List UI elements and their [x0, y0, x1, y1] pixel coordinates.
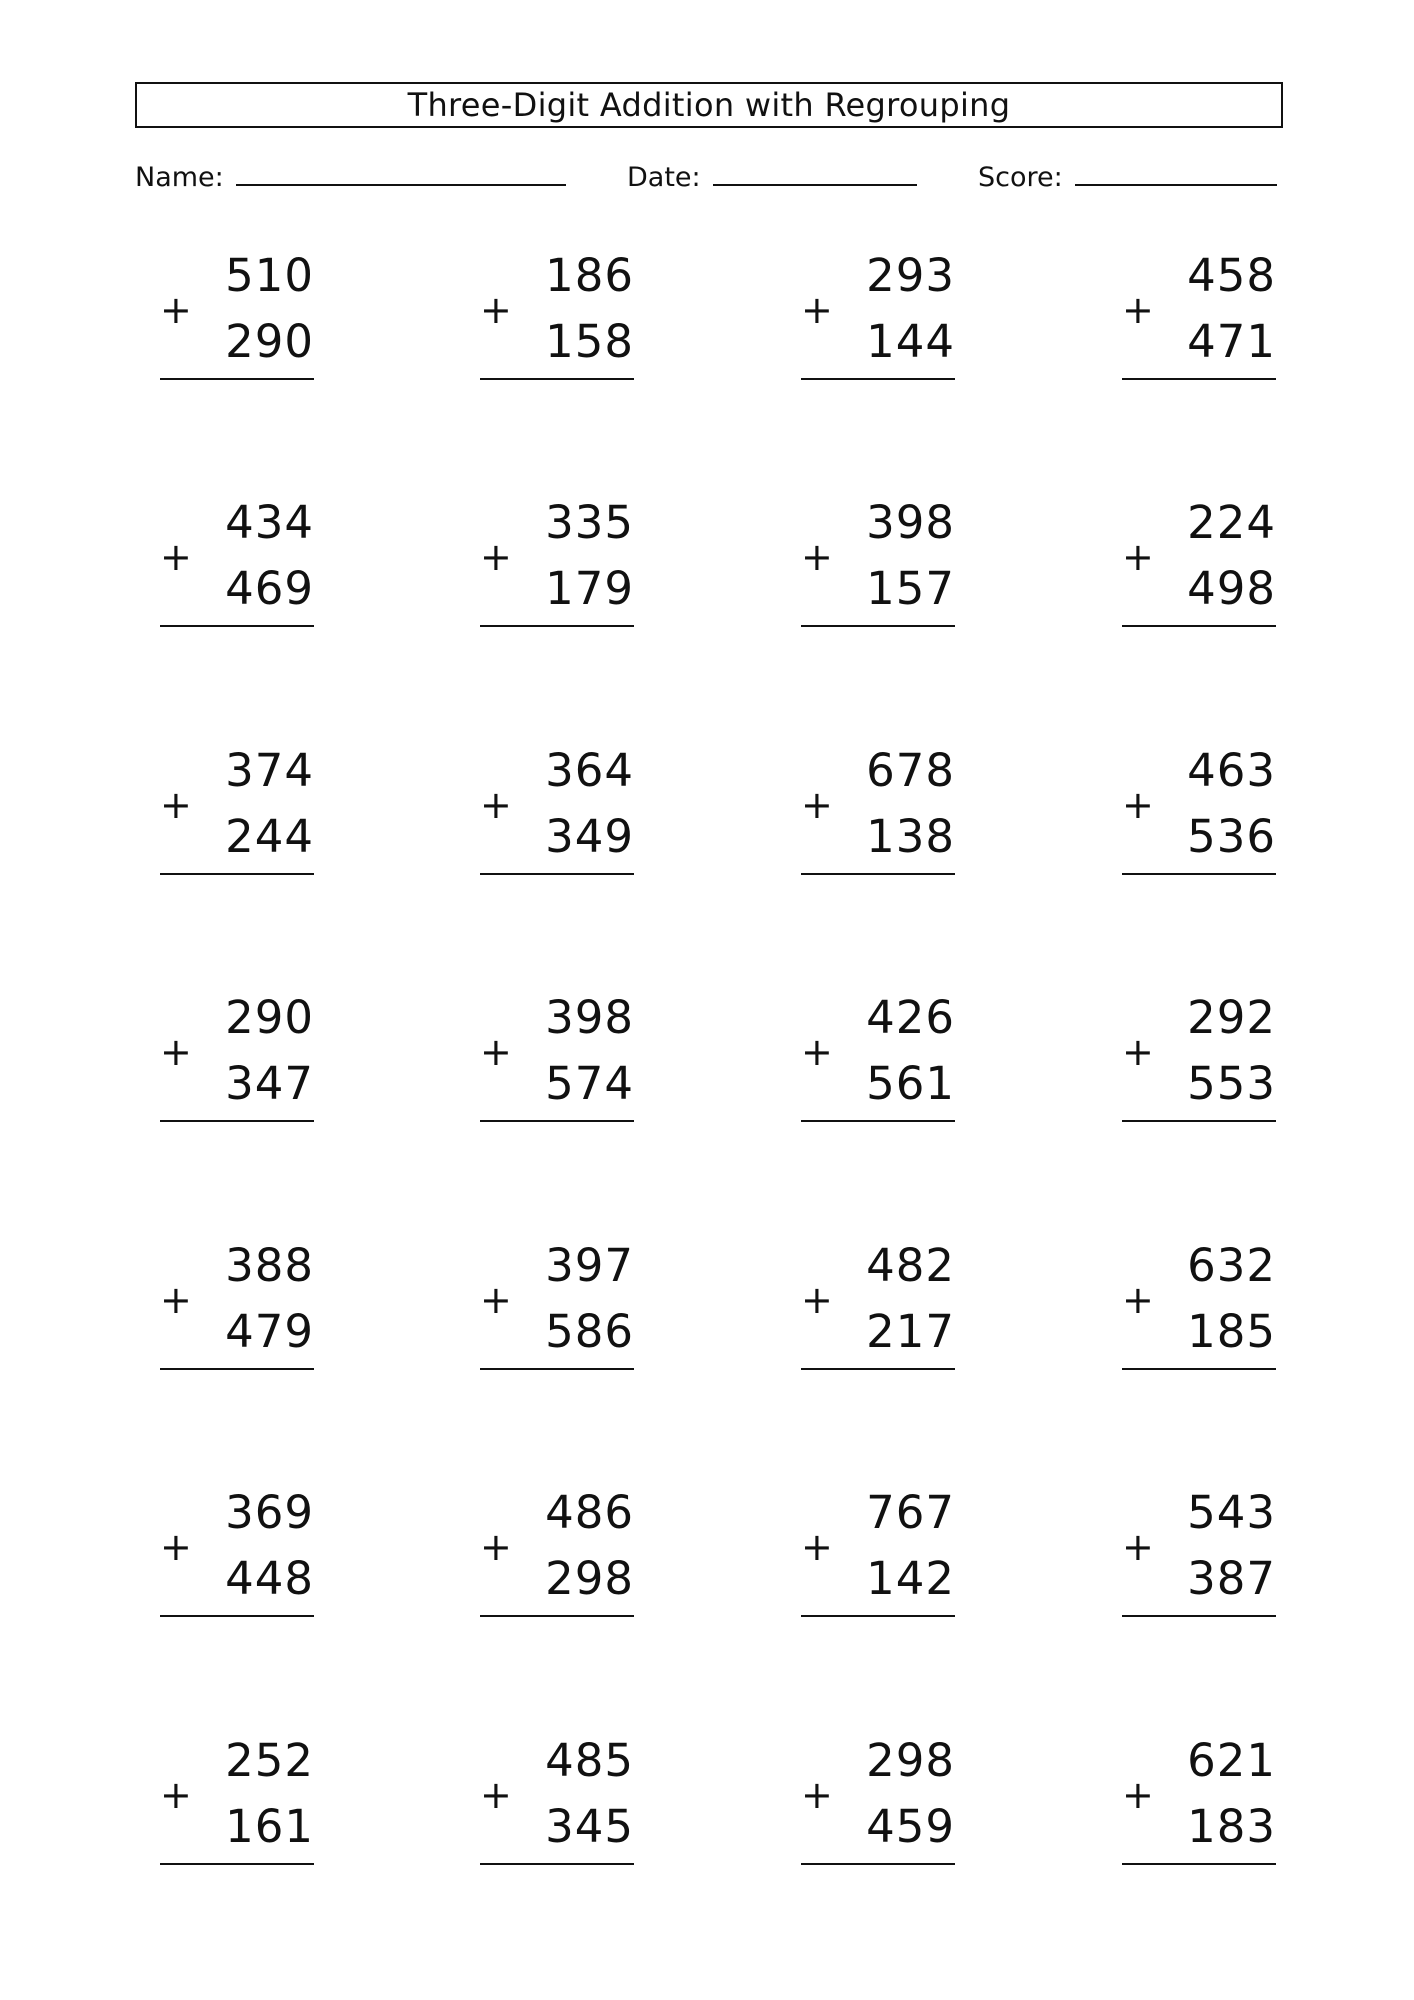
- answer-line[interactable]: [480, 1120, 634, 1122]
- addition-problem: [480, 1240, 634, 1380]
- plus-sign: +: [1122, 288, 1154, 332]
- bottom-addend: 471: [1187, 315, 1276, 368]
- addition-problem: [160, 497, 314, 637]
- addition-problem: [160, 250, 314, 390]
- top-addend: 463: [1187, 744, 1276, 797]
- top-addend: 388: [225, 1239, 314, 1292]
- top-addend: 224: [1187, 496, 1276, 549]
- answer-line[interactable]: [480, 1863, 634, 1865]
- addition-problem: [1122, 745, 1276, 885]
- top-addend: 292: [1187, 991, 1276, 1044]
- top-addend: 397: [545, 1239, 634, 1292]
- answer-line[interactable]: [160, 378, 314, 380]
- top-addend: 369: [225, 1486, 314, 1539]
- top-addend: 485: [545, 1734, 634, 1787]
- bottom-addend: 290: [225, 315, 314, 368]
- bottom-addend: 459: [866, 1800, 955, 1853]
- plus-sign: +: [480, 783, 512, 827]
- answer-line[interactable]: [801, 873, 955, 875]
- answer-line[interactable]: [801, 1368, 955, 1370]
- date-label: Date:: [627, 162, 701, 193]
- bottom-addend: 244: [225, 810, 314, 863]
- top-addend: 252: [225, 1734, 314, 1787]
- addition-problem: [1122, 497, 1276, 637]
- top-addend: 335: [545, 496, 634, 549]
- addition-problem: [160, 745, 314, 885]
- answer-line[interactable]: [160, 1120, 314, 1122]
- answer-line[interactable]: [1122, 1863, 1276, 1865]
- bottom-addend: 158: [545, 315, 634, 368]
- bottom-addend: 553: [1187, 1057, 1276, 1110]
- top-addend: 290: [225, 991, 314, 1044]
- plus-sign: +: [1122, 1773, 1154, 1817]
- plus-sign: +: [160, 783, 192, 827]
- top-addend: 364: [545, 744, 634, 797]
- bottom-addend: 138: [866, 810, 955, 863]
- addition-problem: [801, 1487, 955, 1627]
- addition-problem: [801, 1735, 955, 1875]
- answer-line[interactable]: [1122, 1368, 1276, 1370]
- answer-line[interactable]: [480, 1615, 634, 1617]
- plus-sign: +: [801, 1278, 833, 1322]
- bottom-addend: 469: [225, 562, 314, 615]
- answer-line[interactable]: [801, 1863, 955, 1865]
- top-addend: 298: [866, 1734, 955, 1787]
- addition-problem: [1122, 1487, 1276, 1627]
- plus-sign: +: [801, 1030, 833, 1074]
- bottom-addend: 536: [1187, 810, 1276, 863]
- plus-sign: +: [160, 1525, 192, 1569]
- addition-problem: [1122, 1735, 1276, 1875]
- addition-problem: [1122, 1240, 1276, 1380]
- addition-problem: [160, 1487, 314, 1627]
- top-addend: 632: [1187, 1239, 1276, 1292]
- bottom-addend: 185: [1187, 1305, 1276, 1358]
- plus-sign: +: [801, 1773, 833, 1817]
- answer-line[interactable]: [480, 378, 634, 380]
- top-addend: 510: [225, 249, 314, 302]
- plus-sign: +: [801, 535, 833, 579]
- plus-sign: +: [801, 288, 833, 332]
- bottom-addend: 298: [545, 1552, 634, 1605]
- answer-line[interactable]: [480, 1368, 634, 1370]
- top-addend: 482: [866, 1239, 955, 1292]
- plus-sign: +: [480, 1773, 512, 1817]
- top-addend: 398: [866, 496, 955, 549]
- plus-sign: +: [1122, 783, 1154, 827]
- top-addend: 398: [545, 991, 634, 1044]
- answer-line[interactable]: [160, 873, 314, 875]
- bottom-addend: 179: [545, 562, 634, 615]
- plus-sign: +: [160, 288, 192, 332]
- addition-problem: [160, 1735, 314, 1875]
- top-addend: 434: [225, 496, 314, 549]
- bottom-addend: 586: [545, 1305, 634, 1358]
- addition-problem: [480, 1735, 634, 1875]
- answer-line[interactable]: [801, 378, 955, 380]
- top-addend: 426: [866, 991, 955, 1044]
- answer-line[interactable]: [160, 1368, 314, 1370]
- answer-line[interactable]: [160, 625, 314, 627]
- top-addend: 543: [1187, 1486, 1276, 1539]
- name-label: Name:: [135, 162, 224, 193]
- bottom-addend: 574: [545, 1057, 634, 1110]
- answer-line[interactable]: [160, 1615, 314, 1617]
- bottom-addend: 345: [545, 1800, 634, 1853]
- addition-problem: [801, 992, 955, 1132]
- addition-problem: [801, 250, 955, 390]
- addition-problem: [801, 745, 955, 885]
- plus-sign: +: [160, 535, 192, 579]
- addition-problem: [160, 992, 314, 1132]
- addition-problem: [1122, 992, 1276, 1132]
- addition-problem: [480, 497, 634, 637]
- addition-problem: [480, 250, 634, 390]
- bottom-addend: 561: [866, 1057, 955, 1110]
- plus-sign: +: [1122, 1030, 1154, 1074]
- plus-sign: +: [480, 1030, 512, 1074]
- plus-sign: +: [480, 1525, 512, 1569]
- addition-problem: [801, 1240, 955, 1380]
- plus-sign: +: [1122, 1278, 1154, 1322]
- bottom-addend: 347: [225, 1057, 314, 1110]
- addition-problem: [801, 497, 955, 637]
- addition-problem: [480, 1487, 634, 1627]
- bottom-addend: 349: [545, 810, 634, 863]
- top-addend: 486: [545, 1486, 634, 1539]
- top-addend: 374: [225, 744, 314, 797]
- answer-line[interactable]: [1122, 1120, 1276, 1122]
- top-addend: 293: [866, 249, 955, 302]
- answer-line[interactable]: [480, 873, 634, 875]
- top-addend: 458: [1187, 249, 1276, 302]
- bottom-addend: 217: [866, 1305, 955, 1358]
- plus-sign: +: [801, 783, 833, 827]
- plus-sign: +: [160, 1773, 192, 1817]
- top-addend: 767: [866, 1486, 955, 1539]
- answer-line[interactable]: [480, 625, 634, 627]
- plus-sign: +: [1122, 535, 1154, 579]
- answer-line[interactable]: [801, 625, 955, 627]
- addition-problem: [160, 1240, 314, 1380]
- plus-sign: +: [480, 535, 512, 579]
- answer-line[interactable]: [1122, 378, 1276, 380]
- plus-sign: +: [160, 1278, 192, 1322]
- bottom-addend: 183: [1187, 1800, 1276, 1853]
- bottom-addend: 144: [866, 315, 955, 368]
- answer-line[interactable]: [1122, 1615, 1276, 1617]
- top-addend: 186: [545, 249, 634, 302]
- bottom-addend: 448: [225, 1552, 314, 1605]
- answer-line[interactable]: [160, 1863, 314, 1865]
- addition-problem: [480, 745, 634, 885]
- score-label: Score:: [978, 162, 1063, 193]
- top-addend: 678: [866, 744, 955, 797]
- answer-line[interactable]: [1122, 873, 1276, 875]
- bottom-addend: 387: [1187, 1552, 1276, 1605]
- plus-sign: +: [1122, 1525, 1154, 1569]
- worksheet-title: Three-Digit Addition with Regrouping: [135, 82, 1283, 128]
- plus-sign: +: [801, 1525, 833, 1569]
- bottom-addend: 157: [866, 562, 955, 615]
- plus-sign: +: [160, 1030, 192, 1074]
- bottom-addend: 161: [225, 1800, 314, 1853]
- bottom-addend: 498: [1187, 562, 1276, 615]
- answer-line[interactable]: [1122, 625, 1276, 627]
- answer-line[interactable]: [801, 1615, 955, 1617]
- addition-problem: [1122, 250, 1276, 390]
- bottom-addend: 479: [225, 1305, 314, 1358]
- plus-sign: +: [480, 1278, 512, 1322]
- plus-sign: +: [480, 288, 512, 332]
- top-addend: 621: [1187, 1734, 1276, 1787]
- addition-problem: [480, 992, 634, 1132]
- bottom-addend: 142: [866, 1552, 955, 1605]
- answer-line[interactable]: [801, 1120, 955, 1122]
